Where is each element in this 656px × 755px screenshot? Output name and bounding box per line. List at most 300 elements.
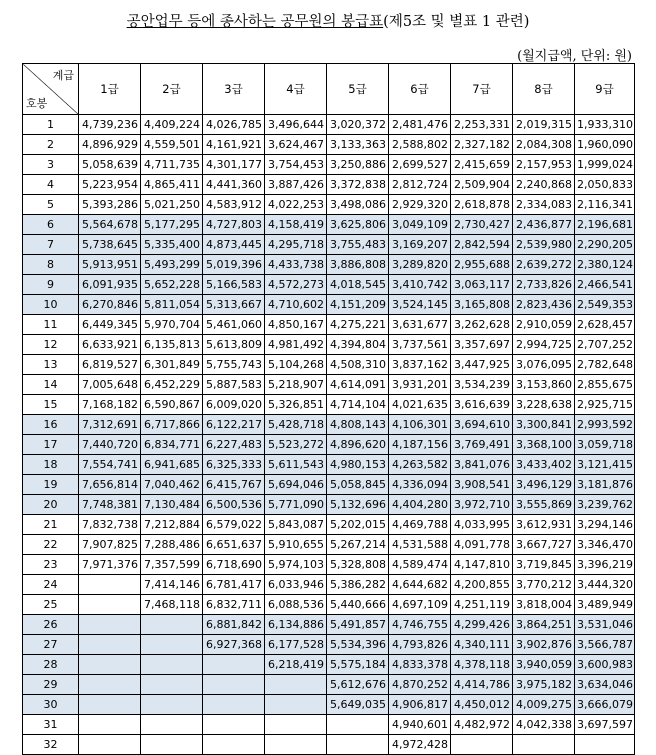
- salary-cell: 3,524,145: [389, 295, 451, 315]
- salary-cell: 3,566,787: [575, 635, 635, 655]
- corner-step-label: 호봉: [26, 97, 48, 110]
- salary-cell: 4,865,411: [141, 175, 203, 195]
- step-cell: 6: [23, 215, 79, 235]
- salary-cell: 7,440,720: [79, 435, 141, 455]
- salary-cell: 6,834,771: [141, 435, 203, 455]
- salary-cell: [203, 675, 265, 695]
- grade-header: 3급: [203, 64, 265, 115]
- salary-cell: 2,855,675: [575, 375, 635, 395]
- salary-cell: 6,122,217: [203, 415, 265, 435]
- salary-cell: 2,380,124: [575, 255, 635, 275]
- step-cell: 27: [23, 635, 79, 655]
- salary-cell: 5,202,015: [327, 515, 389, 535]
- salary-cell: 5,970,704: [141, 315, 203, 335]
- salary-cell: 4,158,419: [265, 215, 327, 235]
- salary-cell: 6,500,536: [203, 495, 265, 515]
- salary-cell: 3,498,086: [327, 195, 389, 215]
- salary-cell: 5,913,951: [79, 255, 141, 275]
- salary-cell: 4,018,545: [327, 275, 389, 295]
- salary-cell: 5,534,396: [327, 635, 389, 655]
- salary-cell: 2,929,320: [389, 195, 451, 215]
- salary-cell: 5,755,743: [203, 355, 265, 375]
- salary-cell: 6,881,842: [203, 615, 265, 635]
- table-row: [23, 375, 635, 395]
- salary-cell: 3,289,820: [389, 255, 451, 275]
- salary-cell: 2,842,594: [451, 235, 513, 255]
- salary-cell: 5,328,808: [327, 555, 389, 575]
- salary-cell: 3,931,201: [389, 375, 451, 395]
- salary-cell: 4,299,426: [451, 615, 513, 635]
- salary-cell: 3,666,079: [575, 695, 635, 715]
- salary-cell: 7,168,182: [79, 395, 141, 415]
- step-cell: 21: [23, 515, 79, 535]
- salary-cell: 2,327,182: [451, 135, 513, 155]
- step-cell: 8: [23, 255, 79, 275]
- salary-cell: 4,833,378: [389, 655, 451, 675]
- salary-cell: 4,572,273: [265, 275, 327, 295]
- table-row: [23, 535, 635, 555]
- salary-cell: [265, 715, 327, 735]
- page-title: [0, 10, 656, 31]
- salary-cell: 3,133,363: [327, 135, 389, 155]
- salary-cell: 4,850,167: [265, 315, 327, 335]
- salary-cell: 5,523,272: [265, 435, 327, 455]
- salary-cell: 7,040,462: [141, 475, 203, 495]
- corner-cell: [23, 64, 79, 115]
- salary-cell: [141, 715, 203, 735]
- salary-cell: 3,433,402: [513, 455, 575, 475]
- salary-cell: 3,940,059: [513, 655, 575, 675]
- salary-cell: 3,697,597: [575, 715, 635, 735]
- salary-cell: 5,910,655: [265, 535, 327, 555]
- salary-cell: 3,049,109: [389, 215, 451, 235]
- salary-cell: 6,718,690: [203, 555, 265, 575]
- salary-cell: 3,624,467: [265, 135, 327, 155]
- salary-cell: 5,564,678: [79, 215, 141, 235]
- salary-cell: [79, 635, 141, 655]
- step-cell: 4: [23, 175, 79, 195]
- salary-cell: 4,482,972: [451, 715, 513, 735]
- salary-cell: 3,975,182: [513, 675, 575, 695]
- salary-cell: 5,223,954: [79, 175, 141, 195]
- salary-cell: 6,781,417: [203, 575, 265, 595]
- salary-cell: 4,710,602: [265, 295, 327, 315]
- step-cell: 12: [23, 335, 79, 355]
- salary-cell: 3,667,727: [513, 535, 575, 555]
- salary-cell: 5,974,103: [265, 555, 327, 575]
- table-row: [23, 675, 635, 695]
- salary-cell: 4,161,921: [203, 135, 265, 155]
- salary-cell: 4,251,119: [451, 595, 513, 615]
- salary-cell: 6,590,867: [141, 395, 203, 415]
- salary-cell: 4,870,252: [389, 675, 451, 695]
- salary-cell: 3,063,117: [451, 275, 513, 295]
- grade-header: 8급: [513, 64, 575, 115]
- salary-cell: 3,612,931: [513, 515, 575, 535]
- salary-cell: 5,218,907: [265, 375, 327, 395]
- salary-cell: 3,372,838: [327, 175, 389, 195]
- salary-cell: 3,694,610: [451, 415, 513, 435]
- table-row: [23, 335, 635, 355]
- table-row: [23, 315, 635, 335]
- salary-cell: 3,496,129: [513, 475, 575, 495]
- salary-cell: [141, 675, 203, 695]
- salary-cell: 4,151,209: [327, 295, 389, 315]
- table-row: [23, 715, 635, 735]
- salary-cell: 3,770,212: [513, 575, 575, 595]
- salary-cell: 3,300,841: [513, 415, 575, 435]
- step-cell: 18: [23, 455, 79, 475]
- salary-cell: 3,886,808: [327, 255, 389, 275]
- salary-cell: 4,697,109: [389, 595, 451, 615]
- salary-cell: [141, 615, 203, 635]
- salary-cell: 7,212,884: [141, 515, 203, 535]
- salary-cell: 4,896,929: [79, 135, 141, 155]
- step-cell: 17: [23, 435, 79, 455]
- salary-cell: 4,275,221: [327, 315, 389, 335]
- salary-cell: [79, 595, 141, 615]
- salary-cell: [327, 715, 389, 735]
- salary-cell: 6,270,846: [79, 295, 141, 315]
- salary-cell: 5,694,046: [265, 475, 327, 495]
- salary-cell: 5,393,286: [79, 195, 141, 215]
- salary-cell: 4,940,601: [389, 715, 451, 735]
- step-cell: 7: [23, 235, 79, 255]
- salary-cell: 2,782,648: [575, 355, 635, 375]
- salary-cell: 5,613,809: [203, 335, 265, 355]
- salary-cell: 1,960,090: [575, 135, 635, 155]
- salary-cell: 4,263,582: [389, 455, 451, 475]
- table-row: [23, 435, 635, 455]
- salary-cell: 7,748,381: [79, 495, 141, 515]
- salary-cell: 2,730,427: [451, 215, 513, 235]
- salary-cell: 2,955,688: [451, 255, 513, 275]
- salary-cell: 4,980,153: [327, 455, 389, 475]
- salary-cell: 4,404,280: [389, 495, 451, 515]
- step-cell: 22: [23, 535, 79, 555]
- salary-cell: 7,907,825: [79, 535, 141, 555]
- salary-cell: 4,589,474: [389, 555, 451, 575]
- salary-cell: 3,754,453: [265, 155, 327, 175]
- salary-cell: 2,618,878: [451, 195, 513, 215]
- salary-cell: 3,228,638: [513, 395, 575, 415]
- step-cell: 2: [23, 135, 79, 155]
- salary-cell: 4,336,094: [389, 475, 451, 495]
- salary-cell: 6,325,333: [203, 455, 265, 475]
- salary-cell: 1,999,024: [575, 155, 635, 175]
- salary-cell: [141, 695, 203, 715]
- salary-cell: 6,301,849: [141, 355, 203, 375]
- salary-cell: 3,294,146: [575, 515, 635, 535]
- salary-cell: 4,508,310: [327, 355, 389, 375]
- salary-cell: 3,239,762: [575, 495, 635, 515]
- table-row: [23, 195, 635, 215]
- salary-cell: 4,106,301: [389, 415, 451, 435]
- salary-cell: 7,832,738: [79, 515, 141, 535]
- table-row: [23, 255, 635, 275]
- step-cell: 31: [23, 715, 79, 735]
- step-cell: 9: [23, 275, 79, 295]
- salary-cell: 6,941,685: [141, 455, 203, 475]
- salary-cell: 3,972,710: [451, 495, 513, 515]
- salary-cell: 2,707,252: [575, 335, 635, 355]
- salary-cell: 4,972,428: [389, 735, 451, 755]
- salary-cell: 4,394,804: [327, 335, 389, 355]
- salary-cell: 3,841,076: [451, 455, 513, 475]
- corner-grade-label: 계급: [52, 69, 74, 82]
- grade-header: 9급: [575, 64, 635, 115]
- salary-cell: 7,656,814: [79, 475, 141, 495]
- salary-cell: 3,262,628: [451, 315, 513, 335]
- salary-cell: 3,818,004: [513, 595, 575, 615]
- salary-cell: 7,554,741: [79, 455, 141, 475]
- table-row: [23, 635, 635, 655]
- table-row: [23, 655, 635, 675]
- table-row: [23, 495, 635, 515]
- salary-cell: 2,994,725: [513, 335, 575, 355]
- salary-cell: 5,738,645: [79, 235, 141, 255]
- salary-cell: [203, 655, 265, 675]
- salary-cell: 3,410,742: [389, 275, 451, 295]
- grade-header: 6급: [389, 64, 451, 115]
- salary-cell: 4,450,012: [451, 695, 513, 715]
- salary-cell: 4,187,156: [389, 435, 451, 455]
- salary-cell: 4,200,855: [451, 575, 513, 595]
- salary-cell: 5,104,268: [265, 355, 327, 375]
- salary-cell: 6,227,483: [203, 435, 265, 455]
- salary-cell: 5,428,718: [265, 415, 327, 435]
- table-row: [23, 475, 635, 495]
- salary-cell: 4,414,786: [451, 675, 513, 695]
- salary-cell: [203, 715, 265, 735]
- salary-cell: 6,832,711: [203, 595, 265, 615]
- salary-cell: 2,436,877: [513, 215, 575, 235]
- grade-header: 7급: [451, 64, 513, 115]
- salary-cell: 3,447,925: [451, 355, 513, 375]
- salary-cell: 6,033,946: [265, 575, 327, 595]
- salary-cell: 6,927,368: [203, 635, 265, 655]
- salary-cell: 6,651,637: [203, 535, 265, 555]
- salary-cell: 2,157,953: [513, 155, 575, 175]
- salary-cell: 6,134,886: [265, 615, 327, 635]
- salary-cell: 5,843,087: [265, 515, 327, 535]
- salary-cell: 7,357,599: [141, 555, 203, 575]
- salary-cell: 4,559,501: [141, 135, 203, 155]
- salary-cell: 4,793,826: [389, 635, 451, 655]
- step-cell: 28: [23, 655, 79, 675]
- salary-cell: 6,579,022: [203, 515, 265, 535]
- table-row: [23, 115, 635, 135]
- salary-cell: 2,823,436: [513, 295, 575, 315]
- salary-cell: 4,583,912: [203, 195, 265, 215]
- salary-cell: 3,864,251: [513, 615, 575, 635]
- salary-cell: 4,746,755: [389, 615, 451, 635]
- salary-cell: 5,019,396: [203, 255, 265, 275]
- step-cell: 25: [23, 595, 79, 615]
- salary-cell: 6,218,419: [265, 655, 327, 675]
- salary-cell: 3,555,869: [513, 495, 575, 515]
- salary-cell: 4,739,236: [79, 115, 141, 135]
- salary-cell: 3,181,876: [575, 475, 635, 495]
- salary-cell: 4,441,360: [203, 175, 265, 195]
- salary-cell: 3,908,541: [451, 475, 513, 495]
- salary-cell: 5,887,583: [203, 375, 265, 395]
- salary-cell: 4,147,810: [451, 555, 513, 575]
- salary-cell: 3,444,320: [575, 575, 635, 595]
- salary-cell: 4,295,718: [265, 235, 327, 255]
- salary-cell: 7,312,691: [79, 415, 141, 435]
- table-row: [23, 295, 635, 315]
- step-cell: 3: [23, 155, 79, 175]
- salary-cell: 2,290,205: [575, 235, 635, 255]
- salary-cell: 3,634,046: [575, 675, 635, 695]
- title-underlined: 공안업무 등에 종사하는 공무원의 봉급표: [126, 14, 384, 30]
- step-cell: 32: [23, 735, 79, 755]
- salary-cell: 5,649,035: [327, 695, 389, 715]
- salary-cell: 6,135,813: [141, 335, 203, 355]
- salary-cell: 7,288,486: [141, 535, 203, 555]
- salary-cell: [141, 655, 203, 675]
- salary-cell: 3,631,677: [389, 315, 451, 335]
- salary-cell: [79, 715, 141, 735]
- salary-cell: 3,076,095: [513, 355, 575, 375]
- salary-cell: 2,699,527: [389, 155, 451, 175]
- salary-cell: 5,575,184: [327, 655, 389, 675]
- salary-cell: 1,933,310: [575, 115, 635, 135]
- salary-cell: 2,481,476: [389, 115, 451, 135]
- salary-cell: 3,165,808: [451, 295, 513, 315]
- salary-cell: 4,340,111: [451, 635, 513, 655]
- salary-cell: 4,026,785: [203, 115, 265, 135]
- salary-cell: 5,177,295: [141, 215, 203, 235]
- salary-cell: 3,837,162: [389, 355, 451, 375]
- salary-cell: 4,091,778: [451, 535, 513, 555]
- salary-cell: 2,539,980: [513, 235, 575, 255]
- salary-cell: 5,132,696: [327, 495, 389, 515]
- step-cell: 15: [23, 395, 79, 415]
- salary-cell: 3,250,886: [327, 155, 389, 175]
- salary-cell: 4,033,995: [451, 515, 513, 535]
- table-row: [23, 615, 635, 635]
- salary-cell: 4,614,091: [327, 375, 389, 395]
- salary-cell: 4,896,620: [327, 435, 389, 455]
- salary-cell: 2,240,868: [513, 175, 575, 195]
- salary-cell: 3,368,100: [513, 435, 575, 455]
- step-cell: 1: [23, 115, 79, 135]
- salary-cell: 7,414,146: [141, 575, 203, 595]
- salary-cell: 3,396,219: [575, 555, 635, 575]
- table-row: [23, 155, 635, 175]
- salary-cell: [79, 575, 141, 595]
- salary-cell: 2,628,457: [575, 315, 635, 335]
- salary-cell: 4,009,275: [513, 695, 575, 715]
- grade-header: 2급: [141, 64, 203, 115]
- salary-cell: 2,812,724: [389, 175, 451, 195]
- salary-cell: 5,021,250: [141, 195, 203, 215]
- salary-cell: 6,452,229: [141, 375, 203, 395]
- salary-cell: 5,811,054: [141, 295, 203, 315]
- salary-cell: 3,169,207: [389, 235, 451, 255]
- salary-cell: 4,644,682: [389, 575, 451, 595]
- salary-cell: 6,009,020: [203, 395, 265, 415]
- salary-cell: 2,733,826: [513, 275, 575, 295]
- salary-cell: 3,153,860: [513, 375, 575, 395]
- salary-cell: 7,468,118: [141, 595, 203, 615]
- table-row: [23, 235, 635, 255]
- header-row: [23, 64, 635, 115]
- salary-cell: 4,808,143: [327, 415, 389, 435]
- salary-cell: 2,334,083: [513, 195, 575, 215]
- step-cell: 30: [23, 695, 79, 715]
- step-cell: 5: [23, 195, 79, 215]
- salary-cell: [79, 655, 141, 675]
- salary-cell: 4,873,445: [203, 235, 265, 255]
- salary-cell: 4,042,338: [513, 715, 575, 735]
- salary-cell: 5,652,228: [141, 275, 203, 295]
- salary-cell: 5,335,400: [141, 235, 203, 255]
- salary-cell: 4,433,738: [265, 255, 327, 275]
- salary-cell: 6,819,527: [79, 355, 141, 375]
- salary-cell: 4,409,224: [141, 115, 203, 135]
- salary-cell: 2,084,308: [513, 135, 575, 155]
- salary-cell: 6,088,536: [265, 595, 327, 615]
- salary-cell: 4,727,803: [203, 215, 265, 235]
- step-cell: 23: [23, 555, 79, 575]
- salary-cell: 5,440,666: [327, 595, 389, 615]
- salary-cell: [265, 695, 327, 715]
- salary-cell: 5,386,282: [327, 575, 389, 595]
- table-row: [23, 515, 635, 535]
- step-cell: 14: [23, 375, 79, 395]
- step-cell: 16: [23, 415, 79, 435]
- salary-cell: 3,059,718: [575, 435, 635, 455]
- salary-cell: 5,166,583: [203, 275, 265, 295]
- salary-cell: 3,616,639: [451, 395, 513, 415]
- salary-cell: 6,449,345: [79, 315, 141, 335]
- table-row: [23, 575, 635, 595]
- salary-cell: 5,058,639: [79, 155, 141, 175]
- salary-cell: 4,714,104: [327, 395, 389, 415]
- table-row: [23, 275, 635, 295]
- table-row: [23, 415, 635, 435]
- salary-cell: 2,253,331: [451, 115, 513, 135]
- table-row: [23, 695, 635, 715]
- table-row: [23, 555, 635, 575]
- salary-cell: 7,005,648: [79, 375, 141, 395]
- salary-cell: 2,116,341: [575, 195, 635, 215]
- salary-cell: [79, 695, 141, 715]
- salary-cell: 4,021,635: [389, 395, 451, 415]
- salary-cell: 3,121,415: [575, 455, 635, 475]
- salary-cell: 3,496,644: [265, 115, 327, 135]
- grade-header: 5급: [327, 64, 389, 115]
- step-cell: 19: [23, 475, 79, 495]
- salary-cell: 4,469,788: [389, 515, 451, 535]
- salary-cell: 6,415,767: [203, 475, 265, 495]
- salary-cell: 7,130,484: [141, 495, 203, 515]
- salary-cell: [203, 695, 265, 715]
- salary-cell: 6,177,528: [265, 635, 327, 655]
- salary-cell: [79, 615, 141, 635]
- step-cell: 20: [23, 495, 79, 515]
- salary-cell: 5,267,214: [327, 535, 389, 555]
- salary-cell: 6,633,921: [79, 335, 141, 355]
- step-cell: 13: [23, 355, 79, 375]
- salary-cell: 3,719,845: [513, 555, 575, 575]
- salary-cell: 3,902,876: [513, 635, 575, 655]
- salary-cell: 3,020,372: [327, 115, 389, 135]
- salary-cell: 5,326,851: [265, 395, 327, 415]
